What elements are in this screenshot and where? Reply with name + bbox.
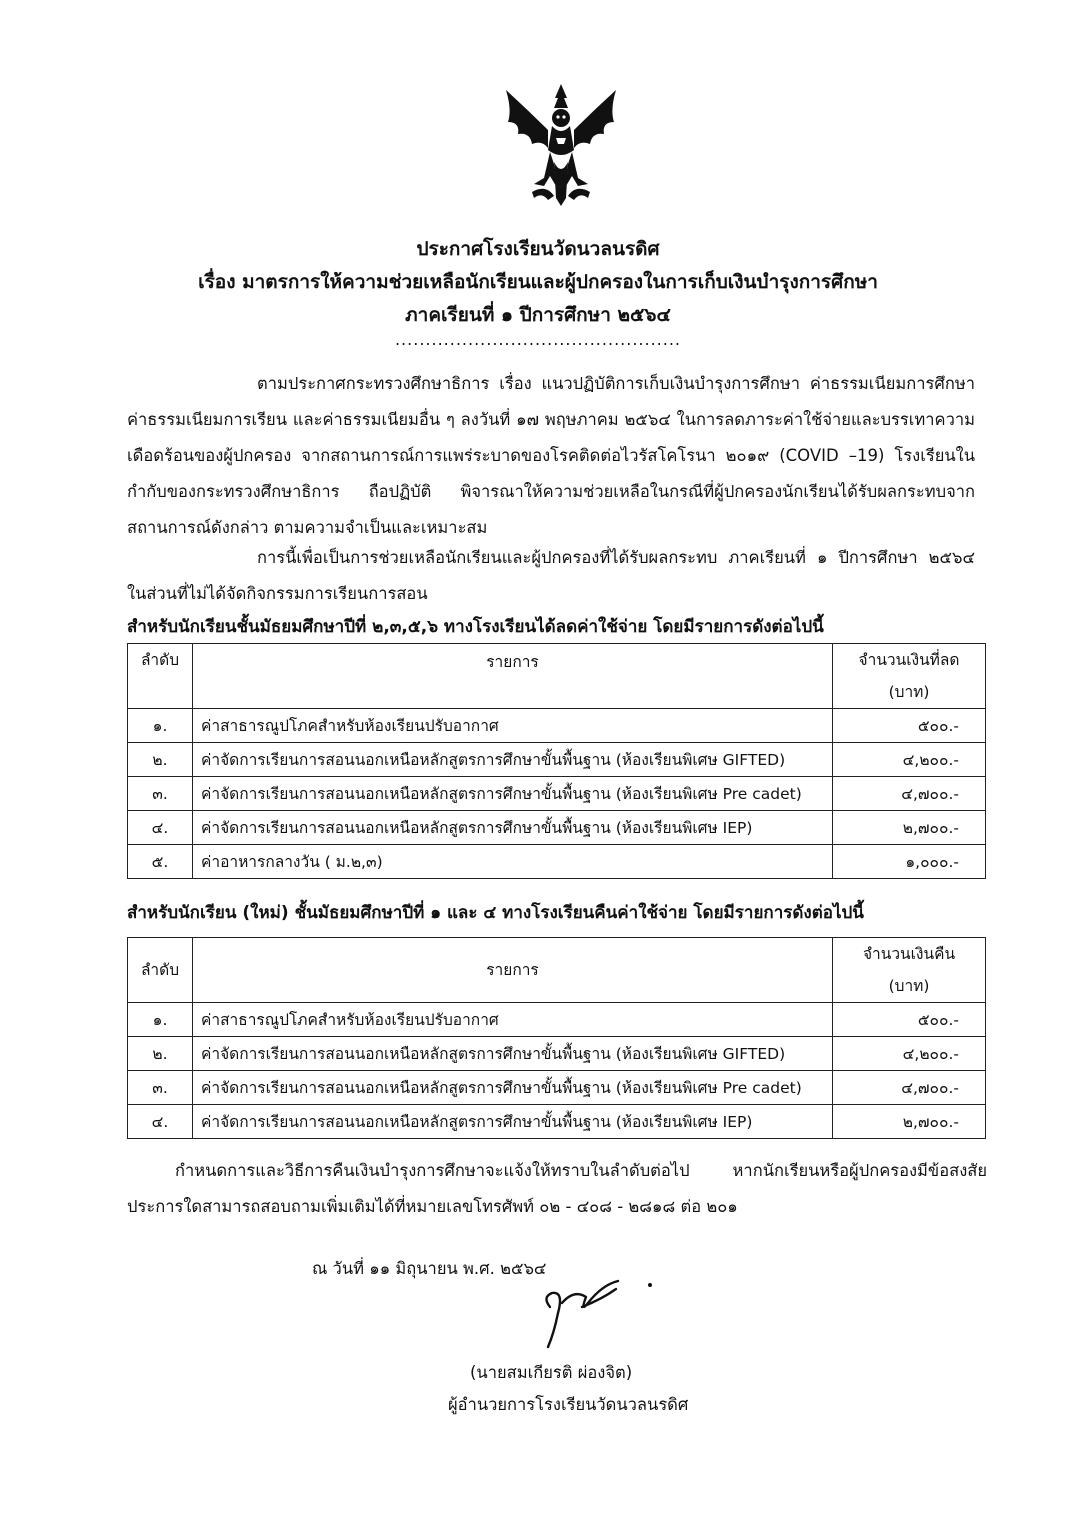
column-header-amount-line1: จำนวนเงินที่ลด	[858, 651, 960, 669]
row-amount: ๒,๗๐๐.-	[833, 811, 986, 845]
row-item: ค่าจัดการเรียนการสอนนอกเหนือหลักสูตรการศึกษาขั้นพื้นฐาน (ห้องเรียนพิเศษ IEP)	[193, 811, 833, 845]
row-no: ๕.	[128, 845, 193, 879]
table-row	[128, 1037, 986, 1071]
row-no: ๑.	[128, 1003, 193, 1037]
table-row	[128, 811, 986, 845]
announcement-issuer: ประกาศโรงเรียนวัดนวลนรดิศ	[416, 238, 660, 260]
body-paragraph-2	[127, 540, 975, 612]
table-header-row	[128, 938, 986, 1003]
garuda-emblem-icon	[498, 80, 624, 210]
signature-icon	[522, 1273, 672, 1353]
row-item: ค่าสาธารณูปโภคสำหรับห้องเรียนปรับอากาศ	[193, 1003, 833, 1037]
table-row	[128, 845, 986, 879]
signer-name: (นายสมเกียรติ ผ่องจิต)	[470, 1363, 633, 1382]
closing-paragraph	[127, 1153, 987, 1225]
column-header-amount	[833, 644, 986, 709]
row-item: ค่าจัดการเรียนการสอนนอกเหนือหลักสูตรการศึกษาขั้นพื้นฐาน (ห้องเรียนพิเศษ IEP)	[193, 1105, 833, 1139]
column-header-amount	[833, 938, 986, 1003]
column-header-amount-line2: (บาท)	[888, 683, 930, 701]
refund-table	[127, 937, 986, 1139]
row-amount: ๔,๗๐๐.-	[833, 777, 986, 811]
column-header-item: รายการ	[193, 938, 833, 1003]
table-row	[128, 1105, 986, 1139]
row-amount: ๑,๐๐๐.-	[833, 845, 986, 879]
column-header-amount-line1: จำนวนเงินคืน	[862, 945, 956, 963]
signer-position: ผู้อำนวยการโรงเรียนวัดนวลนรดิศ	[448, 1395, 689, 1414]
closing-paragraph-text: กำหนดการและวิธีการคืนเงินบำรุงการศึกษาจะแจ้งให้ทราบในลำดับต่อไป หากนักเรียนหรือผู้ปกครองมีข้อสงสัยประการใดสามารถสอบถามเพิ่มเติมได้ที่หมายเลขโทรศัพท์ ๐๒ - ๔๐๘ - ๒๘๑๘ ต่อ ๒๐๑	[127, 1161, 987, 1216]
announcement-subject: เรื่อง มาตรการให้ความช่วยเหลือนักเรียนและผู้ปกครองในการเก็บเงินบำรุงการศึกษา	[198, 271, 878, 293]
row-no: ๒.	[128, 743, 193, 777]
row-amount: ๕๐๐.-	[833, 1003, 986, 1037]
row-item: ค่าจัดการเรียนการสอนนอกเหนือหลักสูตรการศึกษาขั้นพื้นฐาน (ห้องเรียนพิเศษ Pre cadet)	[193, 1071, 833, 1105]
section-2-heading: สำหรับนักเรียน (ใหม่) ชั้นมัธยมศึกษาปีที่ ๑ และ ๔ ทางโรงเรียนคืนค่าใช้จ่าย โดยมีรายการดังต่อไปนี้	[127, 903, 864, 923]
row-amount: ๔,๒๐๐.-	[833, 1037, 986, 1071]
column-header-item: รายการ	[193, 644, 833, 709]
table-row	[128, 743, 986, 777]
row-item: ค่าจัดการเรียนการสอนนอกเหนือหลักสูตรการศึกษาขั้นพื้นฐาน (ห้องเรียนพิเศษ GIFTED)	[193, 743, 833, 777]
body-paragraph-1	[127, 366, 975, 546]
row-amount: ๔,๗๐๐.-	[833, 1071, 986, 1105]
column-header-no: ลำดับ	[128, 644, 193, 709]
table-row	[128, 777, 986, 811]
body-paragraph-1-text: ตามประกาศกระทรวงศึกษาธิการ เรื่อง แนวปฏิบัติการเก็บเงินบำรุงการศึกษา ค่าธรรมเนียมการศึกษา ค่าธรรมเนียมการเรียน และค่าธรรมเนียมอื่น ๆ ลงวันที่ ๑๗ พฤษภาคม ๒๕๖๔ ในการลดภาระค่าใช้จ่ายและบรรเทาความเดือดร้อนของผู้ปกครอง จากสถานการณ์การแพร่ระบาดของโรคติดต่อไวรัสโคโรนา ๒๐๑๙ (COVID –19) โรงเรียนในกำกับของกระทรวงศึกษาธิการ ถือปฏิบัติ พิจารณาให้ความช่วยเหลือในกรณีที่ผู้ปกครองนักเรียนได้รับผลกระทบจากสถานการณ์ดังกล่าว ตามความจำเป็นและเหมาะสม	[127, 374, 975, 537]
table-row	[128, 709, 986, 743]
column-header-no: ลำดับ	[128, 938, 193, 1003]
section-1-heading: สำหรับนักเรียนชั้นมัธยมศึกษาปีที่ ๒,๓,๕,๖ ทางโรงเรียนได้ลดค่าใช้จ่าย โดยมีรายการดังต่อไปนี้	[127, 617, 824, 637]
row-no: ๓.	[128, 1071, 193, 1105]
row-no: ๒.	[128, 1037, 193, 1071]
table-row	[128, 1071, 986, 1105]
row-item: ค่าสาธารณูปโภคสำหรับห้องเรียนปรับอากาศ	[193, 709, 833, 743]
row-no: ๑.	[128, 709, 193, 743]
row-no: ๔.	[128, 1105, 193, 1139]
row-no: ๓.	[128, 777, 193, 811]
title-separator: ...............................................	[394, 330, 682, 349]
body-paragraph-2-text: การนี้เพื่อเป็นการช่วยเหลือนักเรียนและผู้ปกครองที่ได้รับผลกระทบ ภาคเรียนที่ ๑ ปีการศึกษา ๒๕๖๔ ในส่วนที่ไม่ได้จัดกิจกรรมการเรียนการสอน	[127, 548, 975, 603]
table-header-row	[128, 644, 986, 709]
row-item: ค่าจัดการเรียนการสอนนอกเหนือหลักสูตรการศึกษาขั้นพื้นฐาน (ห้องเรียนพิเศษ Pre cadet)	[193, 777, 833, 811]
row-no: ๔.	[128, 811, 193, 845]
announcement-date: ณ วันที่ ๑๑ มิถุนายน พ.ศ. ๒๕๖๔	[312, 1259, 547, 1278]
table-row	[128, 1003, 986, 1037]
row-item: ค่าจัดการเรียนการสอนนอกเหนือหลักสูตรการศึกษาขั้นพื้นฐาน (ห้องเรียนพิเศษ GIFTED)	[193, 1037, 833, 1071]
row-item: ค่าอาหารกลางวัน ( ม.๒,๓)	[193, 845, 833, 879]
column-header-amount-line2: (บาท)	[888, 977, 930, 995]
row-amount: ๔,๒๐๐.-	[833, 743, 986, 777]
discount-table	[127, 643, 986, 879]
row-amount: ๒,๗๐๐.-	[833, 1105, 986, 1139]
row-amount: ๕๐๐.-	[833, 709, 986, 743]
announcement-term: ภาคเรียนที่ ๑ ปีการศึกษา ๒๕๖๔	[405, 304, 671, 326]
